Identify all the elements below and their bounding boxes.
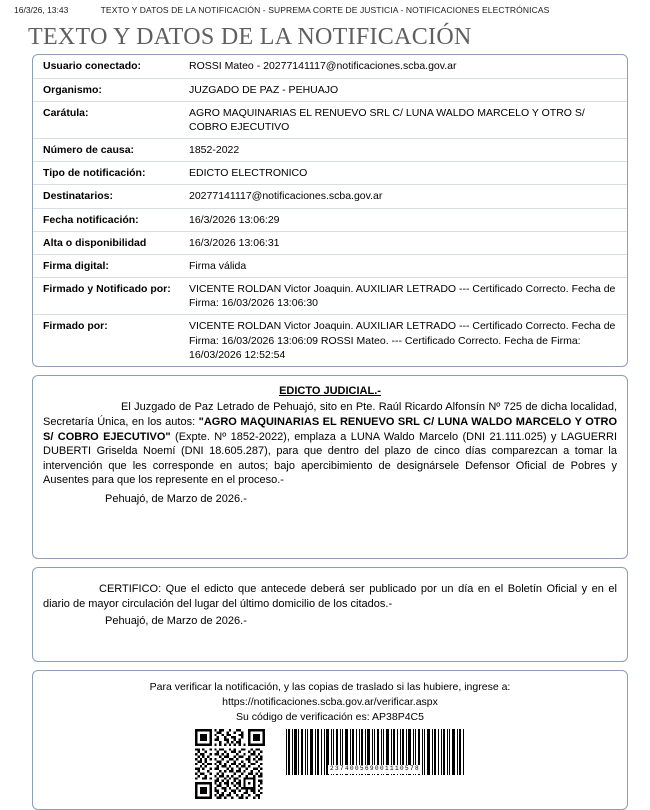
print-header-date: 16/3/26, 13:43: [14, 5, 69, 15]
edicto-judicial-panel: [32, 375, 628, 559]
detail-label: Tipo de notificación:: [33, 162, 189, 185]
detail-label: Carátula:: [33, 101, 189, 138]
detail-label: Fecha notificación:: [33, 208, 189, 231]
qr-code-icon: [195, 729, 265, 799]
table-row: [33, 162, 627, 185]
qr-code-svg: [195, 729, 265, 799]
verification-panel: [32, 670, 628, 810]
detail-value: Firma válida: [189, 254, 627, 277]
detail-label: Destinatarios:: [33, 185, 189, 208]
table-row: [33, 208, 627, 231]
barcode-digits: 237400569001110578: [329, 765, 420, 773]
table-row: [33, 254, 627, 277]
edicto-bottom-spacer: [43, 506, 617, 548]
certifico-panel: [32, 567, 628, 662]
verification-body: [33, 671, 627, 810]
table-row: [33, 101, 627, 138]
edicto-text-part2: (Expte. Nº 1852-2022), emplaza a LUNA Waldo Marcelo (DNI 21.111.025) y LAGUERRI DUBERTI Griselda Noemí (DNI 18.605.287), para que dentro del plazo de cinco días comparezcan a tomar la intervención que les corresponde en autos; bajo apercibimiento de designársele Defensor Oficial de Pobres y Ausentes para que los represente en el proceso.-: [43, 430, 618, 487]
notification-details-table: [33, 55, 627, 366]
certifico-signature-line: Pehuajó, de Marzo de 2026.-: [105, 614, 247, 627]
page-title: TEXTO Y DATOS DE LA NOTIFICACIÓN: [28, 24, 472, 50]
barcode: [285, 729, 465, 774]
print-header-title: TEXTO Y DATOS DE LA NOTIFICACIÓN - SUPREMA CORTE DE JUSTICIA - NOTIFICACIONES ELECTRÓNICAS: [100, 5, 550, 15]
edicto-signature-line: Pehuajó, de Marzo de 2026.-: [105, 492, 247, 505]
certifico-body: [33, 568, 627, 661]
detail-value: VICENTE ROLDAN Victor Joaquin. AUXILIAR LETRADO --- Certificado Correcto. Fecha de Firma: 16/03/2026 13:06:09 ROSSI Mateo. --- Certificado Correcto. Fecha de Firma: 16/03/2026 12:52:54: [189, 315, 627, 366]
details-table-body: [33, 55, 627, 366]
verification-code-line: Su código de verificación es: AP38P4C5: [236, 711, 424, 724]
detail-value: 16/3/2026 13:06:29: [189, 208, 627, 231]
detail-value: ROSSI Mateo - 20277141117@notificaciones.scba.gov.ar: [189, 60, 457, 73]
detail-value: 16/3/2026 13:06:31: [189, 231, 627, 254]
table-row: [33, 78, 627, 101]
verification-line-1: Para verificar la notificación, y las copias de traslado si las hubiere, ingrese a:: [149, 680, 511, 693]
detail-label: Usuario conectado:: [43, 60, 142, 73]
table-row: [33, 231, 627, 254]
table-row: [33, 55, 627, 78]
edicto-text-part1: El Juzgado de Paz Letrado de Pehuajó, sito en Pte. Raúl Ricardo Alfonsín Nº 725 de dicha localidad, Secretaría Única, en los autos:: [43, 401, 617, 428]
edicto-heading: EDICTO JUDICIAL.-: [279, 384, 381, 397]
table-row: [33, 278, 627, 315]
certifico-paragraph: [43, 582, 617, 612]
detail-label: Número de causa:: [33, 139, 189, 162]
table-row: [33, 315, 627, 366]
detail-label: Firma digital:: [33, 254, 189, 277]
edicto-paragraph: [43, 400, 617, 487]
detail-value: EDICTO ELECTRONICO: [189, 162, 627, 185]
codes-row: [43, 729, 617, 799]
detail-label: Firmado y Notificado por:: [33, 278, 189, 315]
detail-value: 20277141117@notificaciones.scba.gov.ar: [189, 185, 627, 208]
detail-value: JUZGADO DE PAZ - PEHUAJO: [189, 78, 627, 101]
certifico-text: : Que el edicto que antecede deberá ser publicado por un día en el Boletín Oficial y en el diario de mayor circulación del lugar del último domicilio de los citados.-: [43, 583, 617, 610]
detail-label: Organismo:: [33, 78, 189, 101]
certifico-bottom-spacer: [43, 629, 617, 651]
print-header: [0, 0, 650, 22]
detail-value: AGRO MAQUINARIAS EL RENUEVO SRL C/ LUNA WALDO MARCELO Y OTRO S/ COBRO EJECUTIVO: [189, 101, 627, 138]
edicto-body: [33, 376, 627, 558]
table-row: [33, 185, 627, 208]
detail-label: Firmado por:: [33, 315, 189, 366]
certifico-heading: CERTIFICO: [99, 583, 159, 596]
verification-url[interactable]: https://notificaciones.scba.gov.ar/verificar.aspx: [222, 695, 438, 708]
detail-value: 1852-2022: [189, 139, 627, 162]
detail-value: VICENTE ROLDAN Victor Joaquin. AUXILIAR LETRADO --- Certificado Correcto. Fecha de Firma: 16/03/2026 13:06:30: [189, 278, 627, 315]
detail-label: Alta o disponibilidad: [33, 231, 189, 254]
edicto-autos-caption: "AGRO MAQUINARIAS EL RENUEVO SRL C/ LUNA WALDO MARCELO Y OTRO S/ COBRO EJECUTIVO": [43, 416, 617, 443]
table-row: [33, 139, 627, 162]
notification-details-panel: [32, 54, 628, 367]
